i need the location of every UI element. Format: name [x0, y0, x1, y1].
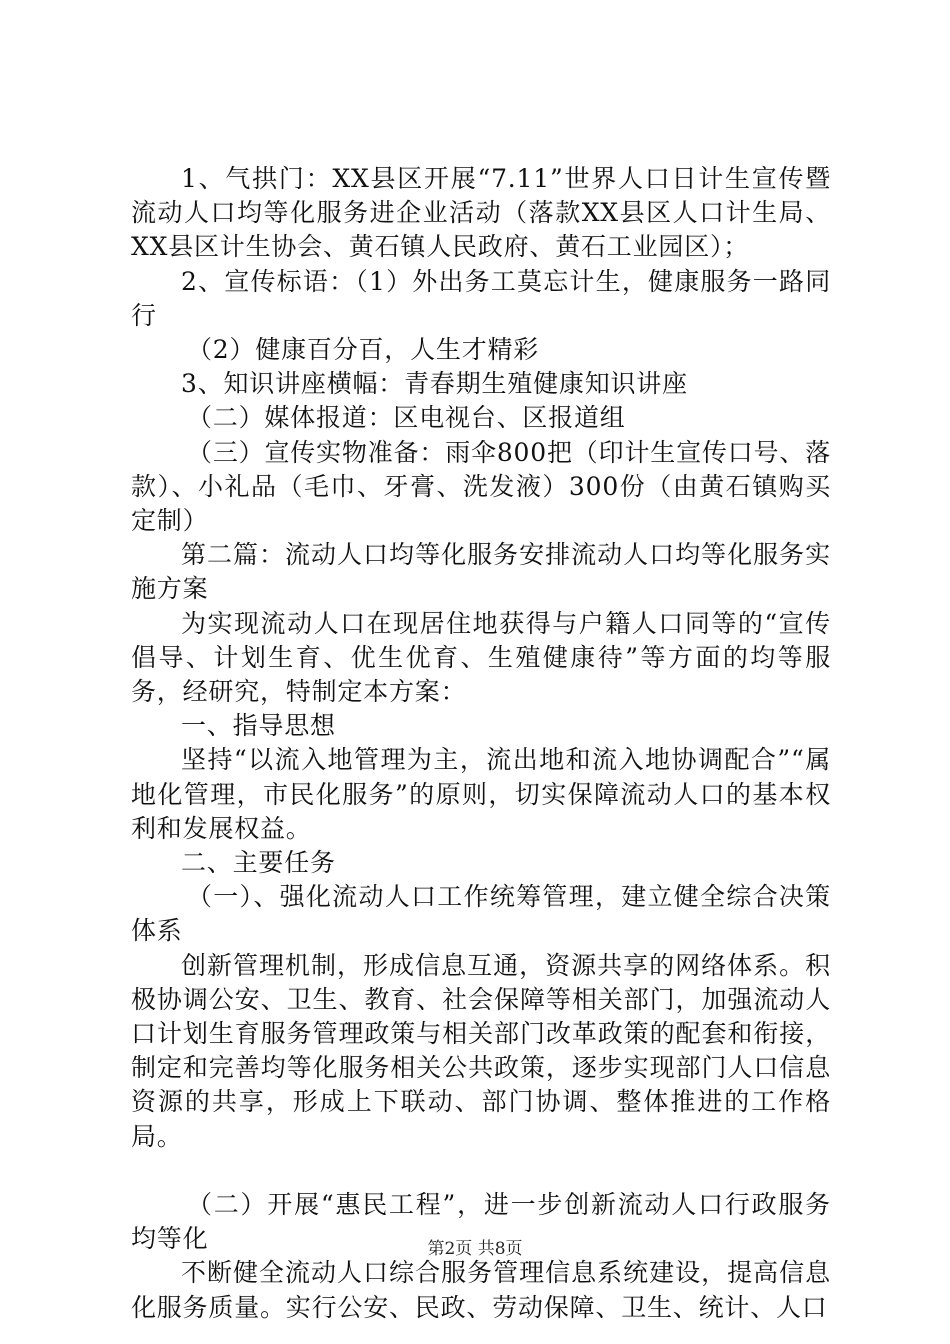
subheading-task-two: （二）开展“惠民工程”，进一步创新流动人口行政服务均等化 [131, 1189, 831, 1254]
paragraph-media-report: （二）媒体报道：区电视台、区报道组 [187, 403, 626, 433]
paragraph-arch-gate: 1、气拱门：XX县区开展“7.11”世界人口日计生宣传暨流动人口均等化服务进企业活动（落款XX县区人口计生局、XX县区计生协会、黄石镇人民政府、黄石工业园区）； [131, 164, 831, 262]
page-number-footer: 第2页 共8页 [427, 1239, 523, 1259]
paragraph-task-one-body: 创新管理机制，形成信息互通，资源共享的网络体系。积极协调公安、卫生、教育、社会保障等相关部门，加强流动人口计划生育服务管理政策与相关部门改革政策的配套和衔接，制定和完善均等化服务相关公共政策，逐步实现部门人口信息资源的共享，形成上下联动、部门协调、整体推进的工作格局。 [131, 950, 831, 1151]
paragraph-task-two-body: 不断健全流动人口综合服务管理信息系统建设，提高信息化服务质量。实行公安、民政、劳动保障、卫生、统计、人口 [131, 1258, 831, 1322]
paragraph-slogan-2: （2）健康百分百，人生才精彩 [187, 335, 540, 365]
section-heading-main-tasks: 二、主要任务 [181, 848, 336, 878]
subheading-task-one: （一）、强化流动人口工作统筹管理，建立健全综合决策体系 [131, 882, 831, 946]
paragraph-principles: 坚持“以流入地管理为主，流出地和流入地协调配合”“属地化管理，市民化服务”的原则，切实保障流动人口的基本权利和发展权益。 [131, 745, 831, 843]
section-heading-guiding-idea: 一、指导思想 [181, 711, 336, 741]
paragraph-lecture-banner: 3、知识讲座横幅：青春期生殖健康知识讲座 [181, 369, 688, 399]
paragraph-purpose: 为实现流动人口在现居住地获得与户籍人口同等的“宣传倡导、计划生育、优生优育、生殖健康待”等方面的均等服务，经研究，特制定本方案： [131, 608, 831, 707]
document-body [131, 162, 831, 1325]
section-heading-part-two: 第二篇：流动人口均等化服务安排流动人口均等化服务实施方案 [131, 540, 831, 604]
paragraph-materials: （三）宣传实物准备：雨伞800把（印计生宣传口号、落款）、小礼品（毛巾、牙膏、洗发液）300份（由黄石镇购买定制） [131, 437, 831, 536]
paragraph-slogan-1: 2、宣传标语：（1）外出务工莫忘计生，健康服务一路同行 [131, 266, 831, 330]
